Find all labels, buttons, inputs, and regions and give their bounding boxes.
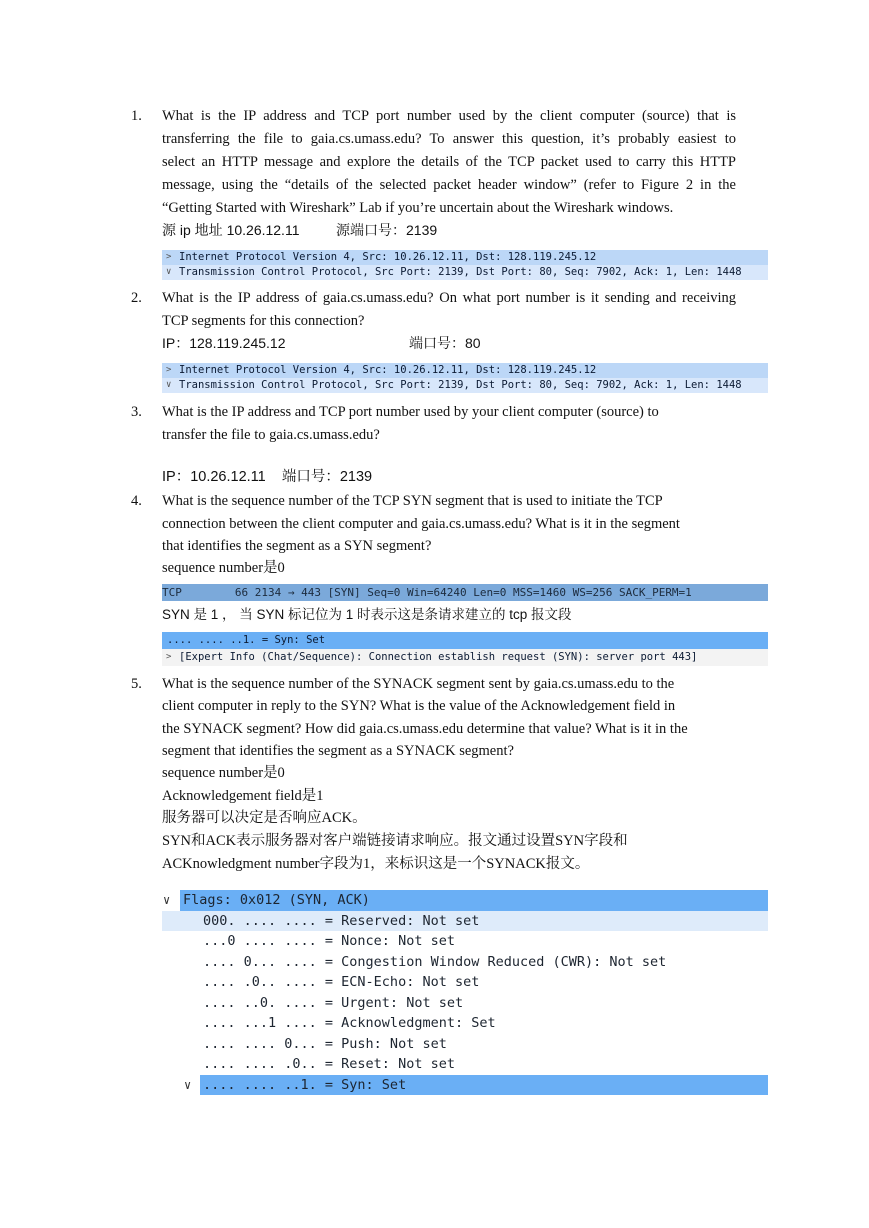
q5-flags-tree [162,890,768,1095]
flag-nonce-row: ...0 .... .... = Nonce: Not set [203,933,455,949]
q5-text-line: What is the sequence number of the SYNACK segment sent by gaia.cs.umass.edu to the [162,676,675,692]
q4-answer-syn: SYN 是 1 ， 当 SYN 标记位为 1 时表示这是条请求建立的 tcp 报文段 [162,607,572,622]
q2-answer-ip: IP：128.119.245.12 [162,335,286,351]
q4-answer-seq: sequence number是0 [162,560,285,576]
ws-ip-row: > Internet Protocol Version 4, Src: 10.26.12.11, Dst: 128.119.245.12 [162,363,768,378]
ws-tcp-row: ∨ Transmission Control Protocol, Src Port: 2139, Dst Port: 80, Seq: 7902, Ack: 1, Len: 1448 [162,378,768,393]
flag-reset-row: .... .... .0.. = Reset: Not set [203,1056,455,1072]
flags-header-row: ∨ Flags: 0x012 (SYN, ACK) [162,890,768,911]
q4-packet-list [162,584,768,601]
q1-text-line: select an HTTP message and explore the details of the TCP packet used to carry this HTTP [162,154,736,170]
q5-answer-line: ACKnowledgment number字段为1，来标识这是一个SYNACK报文。 [162,856,590,872]
flag-cwr-row: .... 0... .... = Congestion Window Reduced (CWR): Not set [203,953,667,970]
q5-number: 5. [131,676,142,692]
ws-ip-row: > Internet Protocol Version 4, Src: 10.26.12.11, Dst: 128.119.245.12 [162,250,768,265]
chevron-right-icon: > [166,252,172,262]
q2-text-line: TCP segments for this connection? [162,313,365,329]
q4-text-line: What is the sequence number of the TCP SYN segment that is used to initiate the TCP [162,493,663,509]
q2-wireshark-snippet [162,363,768,393]
q4-text-line: that identifies the segment as a SYN segment? [162,538,432,554]
q3-text-line: transfer the file to gaia.cs.umass.edu? [162,427,380,443]
q2-text-line: What is the IP address of gaia.cs.umass.edu? On what port number is it sending and receiving [162,290,736,306]
ws-syn-packet-row: TCP 66 2134 → 443 [SYN] Seq=0 Win=64240 Len=0 MSS=1460 WS=256 SACK_PERM=1 [162,584,768,601]
q3-number: 3. [131,404,142,420]
flag-push-row: .... .... 0... = Push: Not set [203,1035,447,1052]
q1-answer-ip: 源 ip 地址 10.26.12.11 [162,222,300,238]
ws-syn-flag-row: .... .... ..1. = Syn: Set [162,632,768,649]
q5-text-line: the SYNACK segment? How did gaia.cs.umass.edu determine that value? What is it in the [162,721,688,737]
chevron-down-icon: ∨ [166,267,172,277]
flag-syn-row: ∨ .... .... ..1. = Syn: Set [162,1075,768,1096]
q2-number: 2. [131,290,142,306]
q3-answer: IP：10.26.12.11 端口号：2139 [162,469,373,485]
chevron-right-icon: > [166,652,172,662]
q2-answer-port: 端口号：80 [409,335,481,351]
q1-text-line: “Getting Started with Wireshark” Lab if you’re uncertain about the Wireshark windows. [162,200,674,216]
q1-wireshark-snippet [162,250,768,280]
flag-ecn-row: .... .0.. .... = ECN-Echo: Not set [203,974,480,990]
ws-tcp-row: ∨ Transmission Control Protocol, Src Port: 2139, Dst Port: 80, Seq: 7902, Ack: 1, Len: 1448 [162,265,768,280]
ws-expert-info-row: > [Expert Info (Chat/Sequence): Connection establish request (SYN): server port 443] [162,649,768,666]
flag-ack-row: .... ...1 .... = Acknowledgment: Set [203,1015,496,1031]
q5-answer-line: 服务器可以决定是否响应ACK。 [162,810,367,826]
chevron-down-icon: ∨ [184,1077,192,1092]
q1-number: 1. [131,108,142,124]
q4-number: 4. [131,493,142,509]
q5-text-line: segment that identifies the segment as a SYNACK segment? [162,743,514,759]
chevron-down-icon: ∨ [163,893,171,907]
q4-text-line: connection between the client computer and gaia.cs.umass.edu? What is it in the segment [162,516,680,532]
q1-text-line: message, using the “details of the selected packet header window” (refer to Figure 2 in the [162,177,736,193]
q1-text-line: What is the IP address and TCP port number used by the client computer (source) that is [162,108,736,124]
q3-text-line: What is the IP address and TCP port number used by your client computer (source) to [162,404,659,420]
flag-reserved-row: 000. .... .... = Reserved: Not set [162,911,768,932]
q1-text-line: transferring the file to gaia.cs.umass.edu? To answer this question, it’s probably easiest to [162,131,736,147]
q5-text-line: client computer in reply to the SYN? What is the value of the Acknowledgement field in [162,698,676,714]
q4-wireshark-snippet [162,632,768,666]
q1-answer-port: 源端口号：2139 [336,222,438,238]
q5-answer-line: SYN和ACK表示服务器对客户端链接请求响应。报文通过设置SYN字段和 [162,833,628,849]
flag-urgent-row: .... ..0. .... = Urgent: Not set [203,994,464,1011]
chevron-right-icon: > [166,365,172,375]
q5-answer-line: Acknowledgement field是1 [162,788,324,804]
q5-answer-line: sequence number是0 [162,765,285,781]
chevron-down-icon: ∨ [166,380,172,390]
